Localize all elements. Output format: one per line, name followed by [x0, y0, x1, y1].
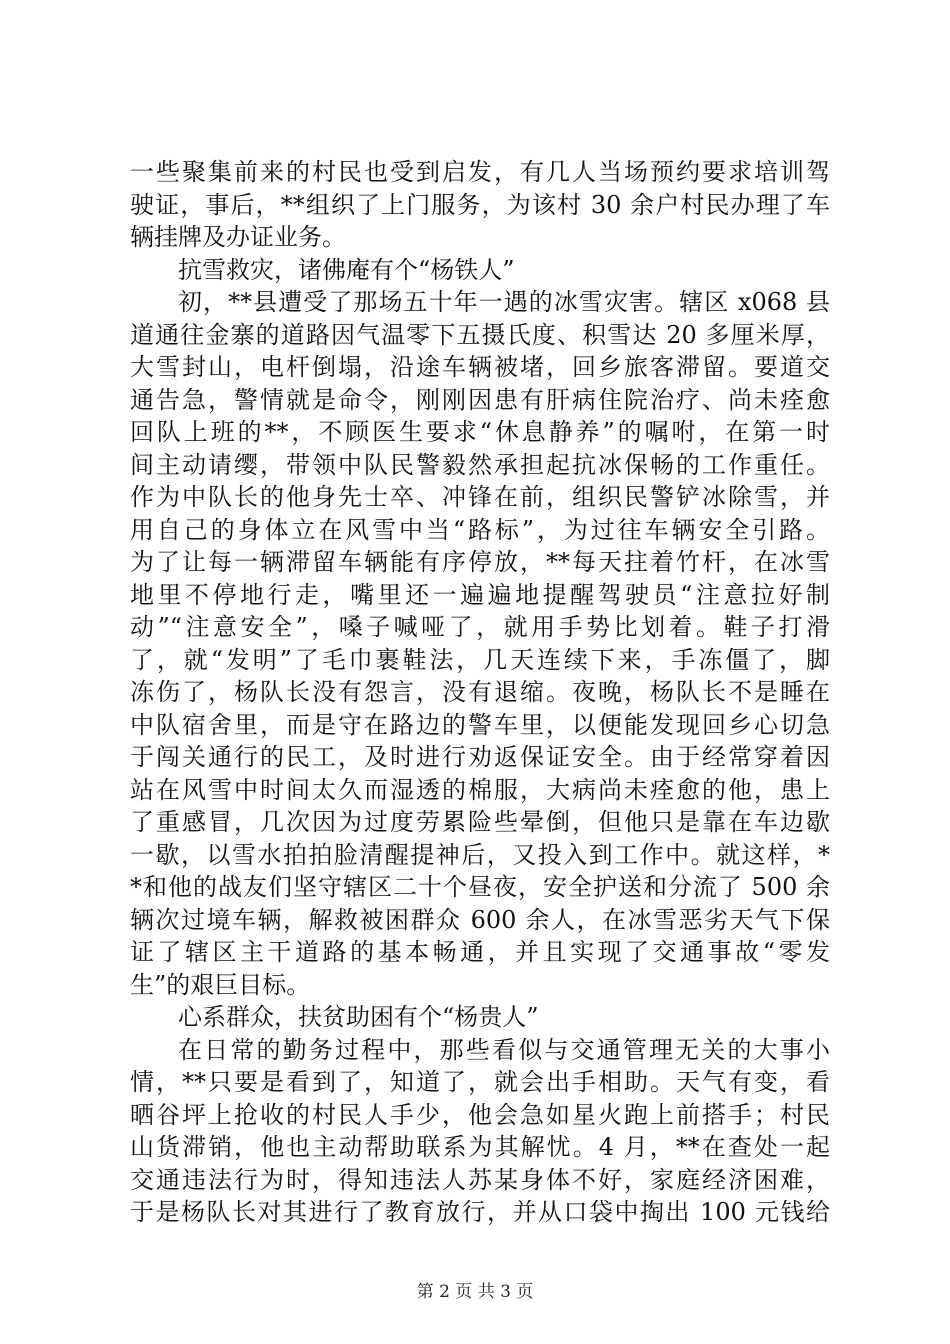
text-line: 站在风雪中时间太久而湿透的棉服，大病尚未痊愈的他，患上	[130, 775, 830, 804]
text-line: 中队宿舍里，而是守在路边的警车里，以便能发现回乡心切急	[130, 710, 830, 739]
document-body	[130, 156, 830, 1229]
text-line: 抗雪救灾，诸佛庵有个“杨铁人”	[178, 255, 515, 284]
text-line: 道通往金寨的道路因气温零下五摄氏度、积雪达 20 多厘米厚，	[130, 320, 830, 349]
text-line: 交通违法行为时，得知违法人苏某身体不好，家庭经济困难，	[130, 1165, 830, 1194]
text-line: 于是杨队长对其进行了教育放行，并从口袋中掏出 100 元钱给	[130, 1198, 830, 1226]
text-line: 用自己的身体立在风雪中当“路标”，为过往车辆安全引路。	[130, 515, 830, 544]
text-line: 驶证，事后，**组织了上门服务，为该村 30 余户村民办理了车	[130, 190, 830, 219]
text-line: 辆挂牌及办证业务。	[130, 223, 346, 251]
text-line: 了，就“发明”了毛巾裹鞋法，几天连续下来，手冻僵了，脚	[130, 645, 830, 674]
text-line: 于闯关通行的民工，及时进行劝返保证安全。由于经常穿着因	[130, 743, 830, 771]
text-line: 冻伤了，杨队长没有怨言，没有退缩。夜晚，杨队长不是睡在	[130, 678, 830, 706]
text-line: 间主动请缨，带领中队民警毅然承担起抗冰保畅的工作重任。	[130, 450, 830, 479]
text-line: 证了辖区主干道路的基本畅通，并且实现了交通事故“零发	[130, 938, 830, 966]
text-line: 作为中队长的他身先士卒、冲锋在前，组织民警铲冰除雪，并	[130, 483, 830, 511]
text-line: 心系群众，扶贫助困有个“杨贵人”	[178, 1003, 539, 1031]
text-line: *和他的战友们坚守辖区二十个昼夜，安全护送和分流了 500 余	[130, 873, 830, 901]
text-line: 地里不停地行走，嘴里还一遍遍地提醒驾驶员“注意拉好制	[130, 580, 830, 609]
text-line: 一些聚集前来的村民也受到启发，有几人当场预约要求培训驾	[130, 158, 830, 186]
text-line: 通告急，警情就是命令，刚刚因患有肝病住院治疗、尚未痊愈	[130, 385, 830, 414]
text-line: 一歇，以雪水拍拍脸清醒提神后，又投入到工作中。就这样，*	[130, 840, 830, 869]
text-line: 在日常的勤务过程中，那些看似与交通管理无关的大事小	[178, 1035, 830, 1064]
text-line: 动”“注意安全”，嗓子喊哑了，就用手势比划着。鞋子打滑	[130, 613, 830, 641]
text-line: 情，**只要是看到了，知道了，就会出手相助。天气有变，看	[130, 1068, 830, 1096]
page-footer: 第 2 页 共 3 页	[416, 1282, 534, 1302]
text-line: 山货滞销，他也主动帮助联系为其解忧。4 月，**在查处一起	[130, 1133, 830, 1161]
text-line: 晒谷坪上抢收的村民人手少，他会急如星火跑上前搭手；村民	[130, 1100, 830, 1129]
text-line: 生”的艰巨目标。	[130, 970, 311, 999]
text-line: 初，**县遭受了那场五十年一遇的冰雪灾害。辖区 x068 县	[178, 288, 830, 316]
text-line: 大雪封山，电杆倒塌，沿途车辆被堵，回乡旅客滞留。要道交	[130, 353, 830, 381]
text-line: 为了让每一辆滞留车辆能有序停放，**每天拄着竹杆，在冰雪	[130, 548, 830, 576]
text-line: 回队上班的**，不顾医生要求“休息静养”的嘱咐，在第一时	[130, 418, 830, 446]
text-line: 辆次过境车辆，解救被困群众 600 余人，在冰雪恶劣天气下保	[130, 905, 830, 934]
text-line: 了重感冒，几次因为过度劳累险些晕倒，但他只是靠在车边歇	[130, 808, 830, 836]
